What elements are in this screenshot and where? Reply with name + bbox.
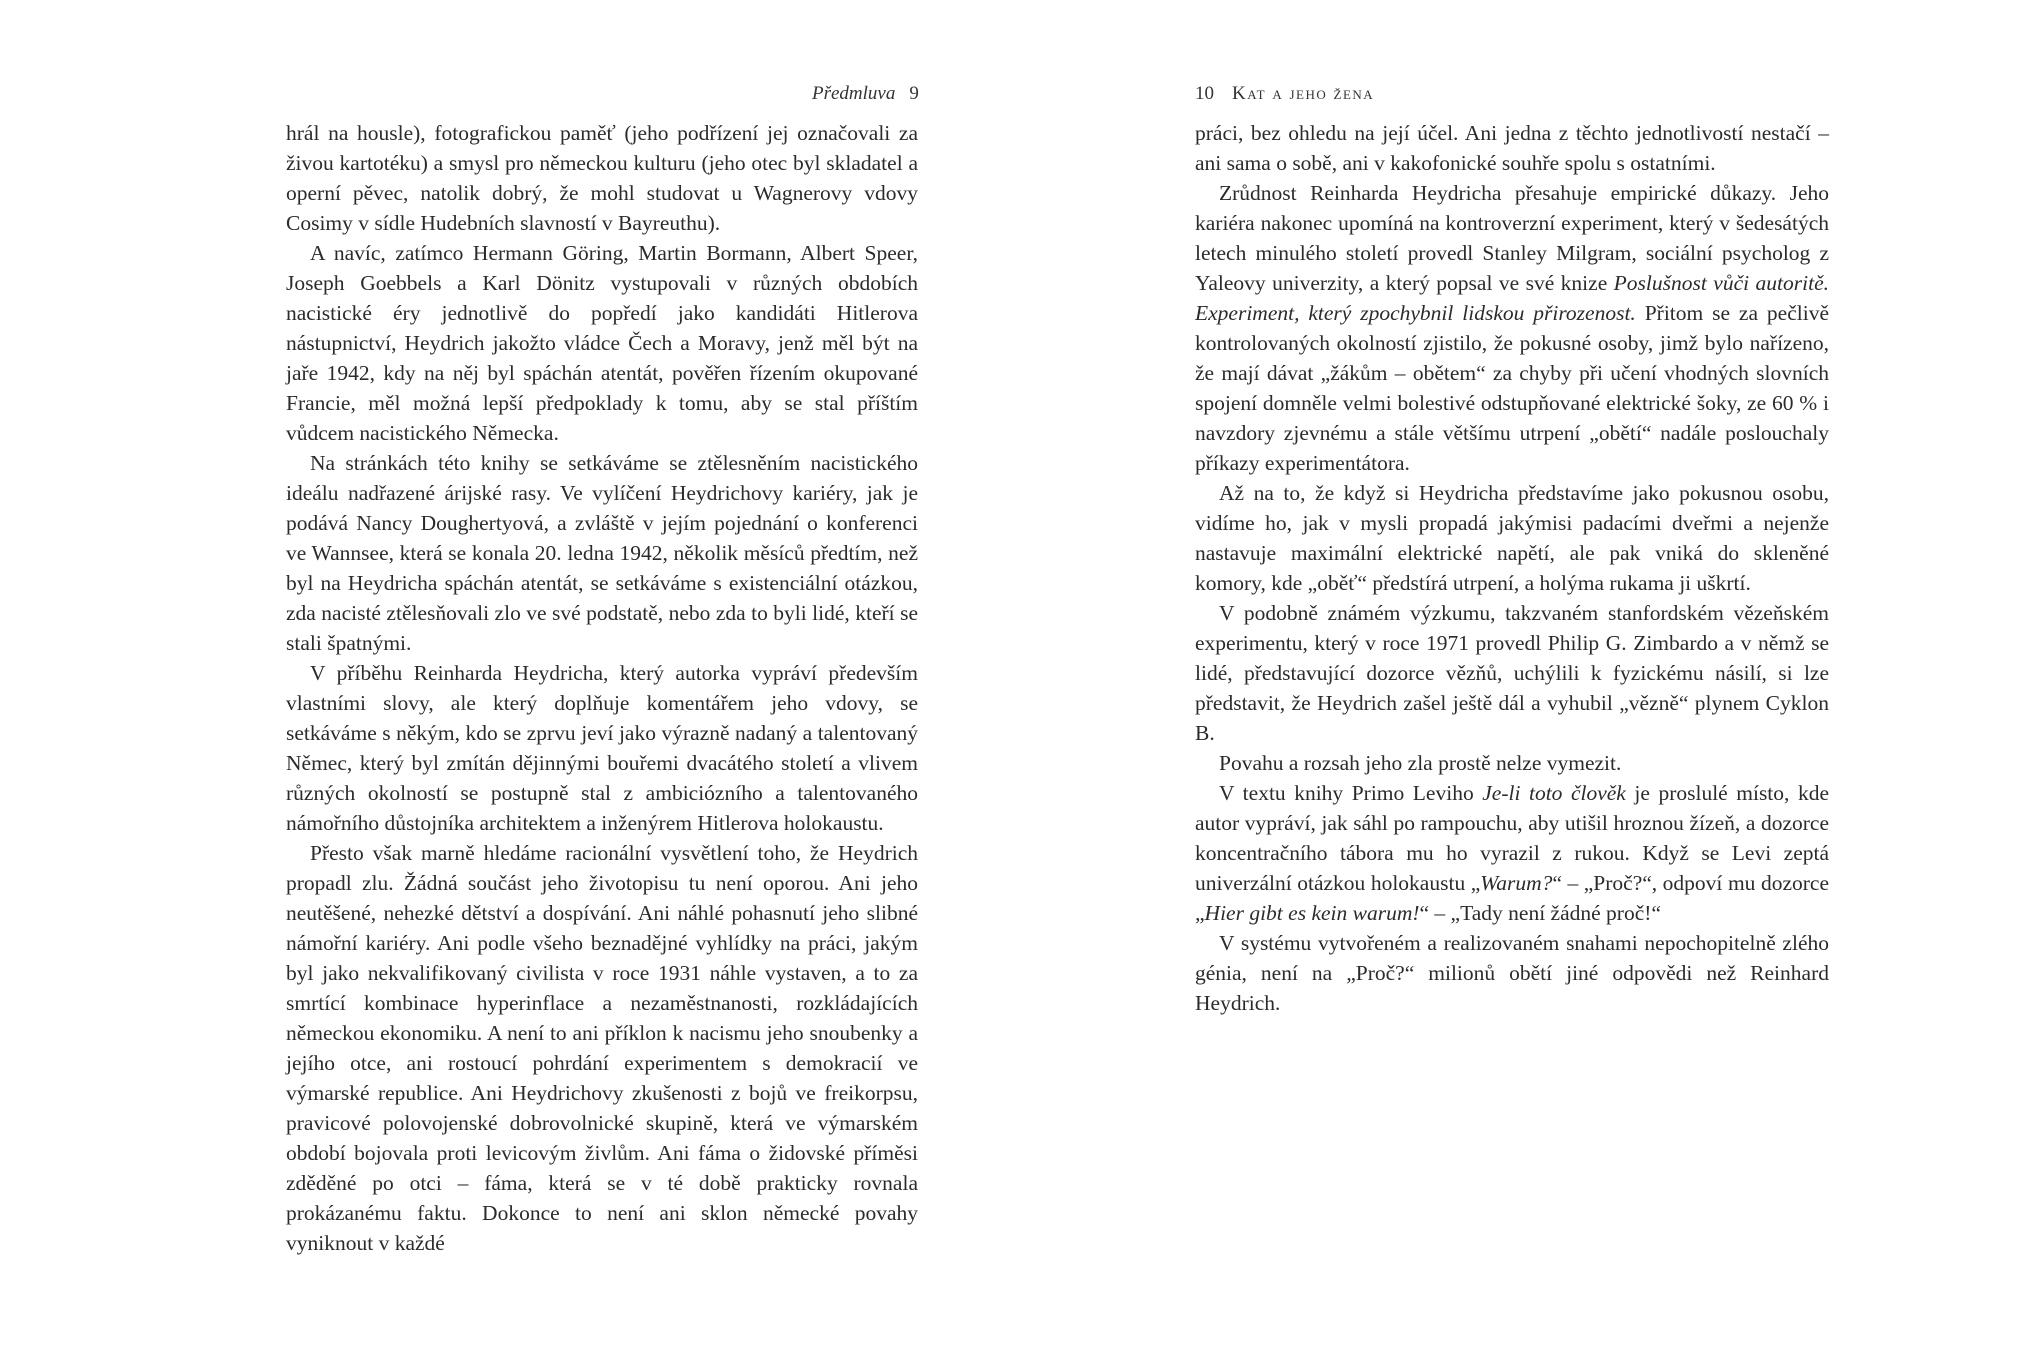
page-number: 9 bbox=[909, 83, 919, 104]
paragraph bbox=[1195, 598, 1829, 748]
paragraph bbox=[1195, 118, 1829, 178]
italic-text: Je-li toto člověk bbox=[1482, 781, 1626, 805]
paragraph-text: V podobně známém výzkumu, takzvaném stanfordském vězeňském experimentu, který v roce 1971 provedl Philip G. Zimbardo a v němž se lidé, představující dozorce vězňů, uchýlili k fyzickému násilí, si lze představit, že Heydrich zašel ještě dál a vyhubil „vězně“ plynem Cyklon B. bbox=[1195, 601, 1829, 745]
paragraph-text: A navíc, zatímco Hermann Göring, Martin Bormann, Albert Speer, Joseph Goebbels a Karl Dönitz vystupovali v různých obdobích nacistické éry jednotlivě do popředí jako kandidáti Hitlerova nástupnictví, Heydrich jakožto vládce Čech a Moravy, jenž měl být na jaře 1942, kdy na něj byl spáchán atentát, pověřen řízením okupované Francie, měl možná lepší předpoklady k tomu, aby se stal příštím vůdcem nacistického Německa. bbox=[286, 241, 918, 445]
running-head-left bbox=[812, 82, 919, 106]
paragraph-text: práci, bez ohledu na její účel. Ani jedna z těchto jednotlivostí nestačí – ani sama o sobě, ani v kakofonické souhře spolu s ostatními. bbox=[1195, 121, 1829, 175]
paragraph bbox=[1195, 748, 1829, 778]
running-head-title: Předmluva bbox=[812, 83, 896, 104]
paragraph bbox=[1195, 928, 1829, 1018]
paragraph-text: “ – „Proč?“, odpoví mu dozorce „ bbox=[1195, 871, 1829, 925]
paragraph bbox=[286, 448, 918, 658]
paragraph-text: Na stránkách této knihy se setkáváme se ztělesněním nacistického ideálu nadřazené árijské rasy. Ve vylíčení Heydrichovy kariéry, jak je podává Nancy Doughertyová, a zvláště v jejím pojednání o konferenci ve Wannsee, která se konala 20. ledna 1942, několik měsíců předtím, než byl na Heydricha spáchán atentát, se setkáváme s existenciální otázkou, zda nacisté ztělesňovali zlo ve své podstatě, nebo zda to byli lidé, kteří se stali špatnými. bbox=[286, 451, 918, 655]
italic-text: Poslušnost vůči autoritě. Experiment, který zpochybnil lidskou přirozenost. bbox=[1195, 271, 1829, 325]
paragraph-text: V textu knihy Primo Leviho bbox=[1219, 781, 1483, 805]
paragraph-text: hrál na housle), fotografickou paměť (jeho podřízení jej označovali za živou kartotéku) a smysl pro německou kulturu (jeho otec byl skladatel a operní pěvec, natolik dobrý, že mohl studovat u Wagnerovy vdovy Cosimy v sídle Hudebních slavností v Bayreuthu). bbox=[286, 121, 918, 235]
paragraph-text: Povahu a rozsah jeho zla prostě nelze vymezit. bbox=[1219, 751, 1622, 775]
paragraph-text: je proslulé místo, kde autor vypráví, jak sáhl po rampouchu, aby utišil hroznou žízeň, a dozorce koncentračního tábora mu ho vyrazil z rukou. Když se Levi zeptá univerzální otázkou holokaustu „ bbox=[1195, 781, 1829, 895]
body-text bbox=[1195, 118, 1829, 1018]
paragraph-text: Zrůdnost Reinharda Heydricha přesahuje empirické důkazy. Jeho kariéra nakonec upomíná na kontroverzní experiment, který v šedesátých letech minulého století provedl Stanley Milgram, sociální psycholog z Yaleovy univerzity, a který popsal ve své knize bbox=[1195, 181, 1829, 295]
right-page bbox=[1013, 0, 2026, 1352]
running-head-right bbox=[1195, 82, 1374, 106]
paragraph bbox=[1195, 778, 1829, 928]
paragraph-text: Přitom se za pečlivě kontrolovaných okolností zjistilo, že pokusné osoby, jimž bylo nařízeno, že mají dávat „žákům – obětem“ za chyby při učení vhodných slovních spojení domněle velmi bolestivé odstupňované elektrické šoky, ze 60 % i navzdory zjevnému a stále většímu utrpení „obětí“ nadále poslouchaly příkazy experimentátora. bbox=[1195, 301, 1829, 475]
paragraph bbox=[1195, 478, 1829, 598]
paragraph-text: Přesto však marně hledáme racionální vysvětlení toho, že Heydrich propadl zlu. Žádná součást jeho životopisu tu není oporou. Ani jeho neutěšené, nehezké dětství a dospívání. Ani náhlé pohasnutí jeho slibné námořní kariéry. Ani podle všeho beznadějné vyhlídky na práci, jakým byl jako nekvalifikovaný civilista v roce 1931 náhle vystaven, a to za smrtící kombinace hyperinflace a nezaměstnanosti, rozkládajících německou ekonomiku. A není to ani příklon k nacismu jeho snoubenky a jejího otce, ani rostoucí pohrdání experimentem s demokracií ve výmarské republice. Ani Heydrichovy zkušenosti z bojů ve freikorpsu, pravicové polovojenské dobrovolnické skupině, která ve výmarském období bojovala proti levicovým živlům. Ani fáma o židovské příměsi zděděné po otci – fáma, která se v té době prakticky rovnala prokázanému faktu. Dokonce to není ani sklon německé povahy vyniknout v každé bbox=[286, 841, 918, 1255]
paragraph bbox=[286, 118, 918, 238]
paragraph-text: V systému vytvořeném a realizovaném snahami nepochopitelně zlého génia, není na „Proč?“ milionů obětí jiné odpovědi než Reinhard Heydrich. bbox=[1195, 931, 1829, 1015]
italic-text: Warum? bbox=[1480, 871, 1553, 895]
page-number: 10 bbox=[1195, 83, 1214, 104]
paragraph-text: “ – „Tady není žádné proč!“ bbox=[1419, 901, 1661, 925]
paragraph bbox=[1195, 178, 1829, 478]
paragraph bbox=[286, 838, 918, 1258]
paragraph bbox=[286, 238, 918, 448]
italic-text: Hier gibt es kein warum! bbox=[1204, 901, 1420, 925]
paragraph-text: V příběhu Reinharda Heydricha, který autorka vypráví především vlastními slovy, ale který doplňuje komentářem jeho vdovy, se setkáváme s někým, kdo se zprvu jeví jako výrazně nadaný a talentovaný Němec, který byl zmítán dějinnými bouřemi dvacátého století a vlivem různých okolností se postupně stal z ambiciózního a talentovaného námořního důstojníka architektem a inženýrem Hitlerova holokaustu. bbox=[286, 661, 918, 835]
paragraph bbox=[286, 658, 918, 838]
running-head-title: Kat a jeho žena bbox=[1232, 83, 1375, 104]
paragraph-text: Až na to, že když si Heydricha představíme jako pokusnou osobu, vidíme ho, jak v mysli propadá jakýmisi padacími dveřmi a nejenže nastavuje maximální elektrické napětí, ale pak vniká do skleněné komory, kde „oběť“ předstírá utrpení, a holýma rukama ji uškrtí. bbox=[1195, 481, 1829, 595]
body-text bbox=[286, 118, 918, 1258]
